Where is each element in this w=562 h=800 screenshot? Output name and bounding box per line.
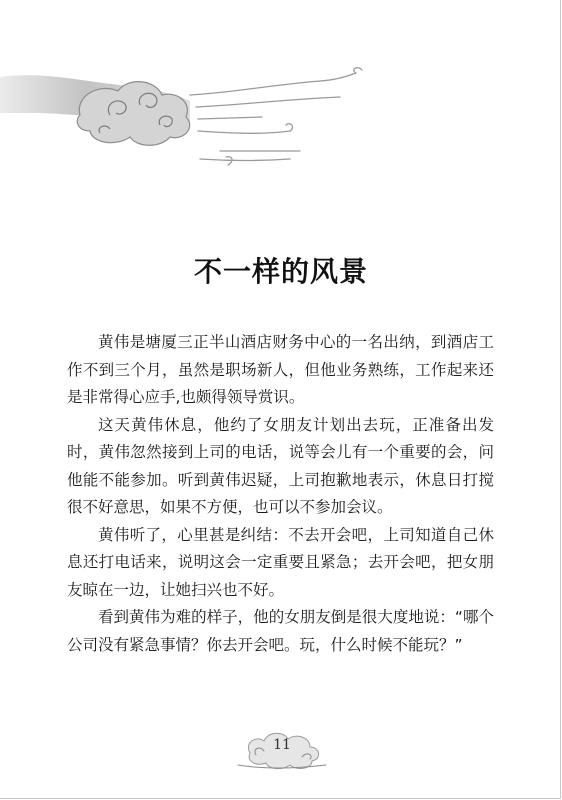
paragraph: 这天黄伟休息，他约了女朋友计划出去玩，正准备出发时，黄伟忽然接到上司的电话，说等会儿有一个重要的会，问他能不能参加。听到黄伟迟疑，上司抱歉地表示，休息日打搅很不好意思，如果不方便，也可以不参加会议。 bbox=[67, 415, 494, 516]
cloud-ornament bbox=[0, 55, 400, 175]
body-text bbox=[67, 329, 494, 659]
paragraph: 看到黄伟为难的样子，他的女朋友倒是很大度地说：“哪个公司没有紧急事情？你去开会吧。玩，什么时候不能玩？” bbox=[67, 608, 494, 654]
paragraph: 黄伟是塘厦三正半山酒店财务中心的一名出纳，到酒店工作不到三个月，虽然是职场新人，但他业务熟练，工作起来还是非常得心应手,也颇得领导赏识。 bbox=[67, 333, 494, 406]
page-number: 11 bbox=[273, 737, 291, 753]
page-number-ornament bbox=[232, 725, 332, 775]
chapter-title: 不一样的风景 bbox=[193, 255, 368, 288]
paragraph: 黄伟听了，心里甚是纠结：不去开会吧，上司知道自己休息还打电话来，说明这会一定重要且紧急；去开会吧，把女朋友晾在一边，让她扫兴也不好。 bbox=[67, 525, 494, 599]
